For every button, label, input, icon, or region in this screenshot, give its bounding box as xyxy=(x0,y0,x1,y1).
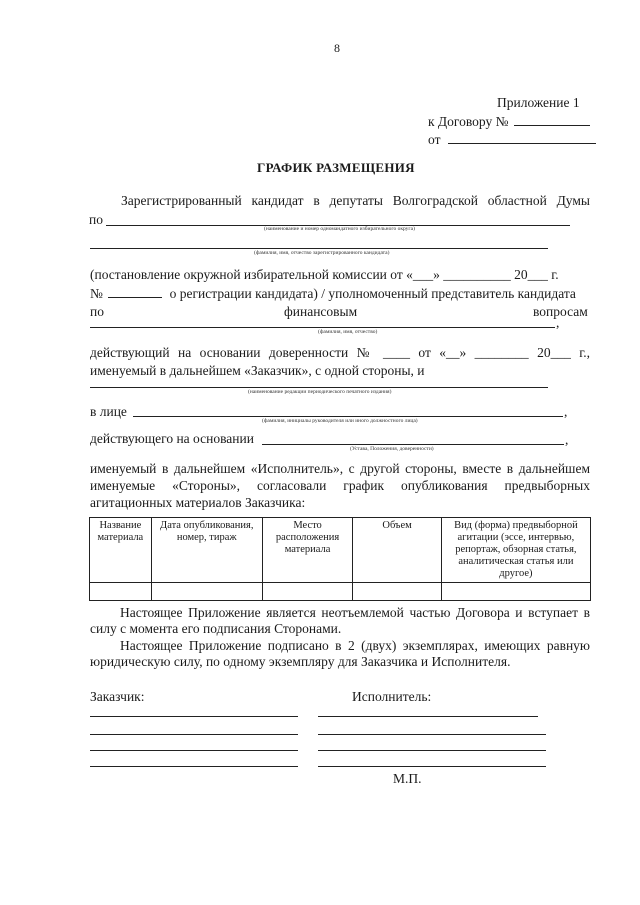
table-header-cell: Название материала xyxy=(90,518,152,583)
customer-sign-line[interactable] xyxy=(90,750,298,751)
table-cell[interactable] xyxy=(151,583,262,601)
customer-label: Заказчик: xyxy=(90,689,145,704)
contract-date-field[interactable] xyxy=(448,143,596,144)
table-header-cell: Место расположения материала xyxy=(262,518,353,583)
intro-line-1: Зарегистрированный кандидат в депутаты Волгоградской областной Думы xyxy=(121,193,590,208)
table-cell[interactable] xyxy=(353,583,441,601)
closing-p2-text: Настоящее Приложение подписано в 2 (двух) экземплярах, имеющих равную юридическую силу, по одному экземпляру для Заказчика и Исполнителя. xyxy=(90,638,590,669)
representative-fio-field[interactable] xyxy=(90,327,555,328)
table-cell[interactable] xyxy=(262,583,353,601)
executor-sign-line[interactable] xyxy=(318,716,538,717)
table-cell[interactable] xyxy=(441,583,590,601)
table-header-cell: Вид (форма) предвыборной агитации (эссе, интервью, репортаж, обзорная статья, аналитическая статья или другое) xyxy=(441,518,590,583)
head-name-comma: , xyxy=(564,404,568,419)
appendix-date-label: от xyxy=(428,132,441,147)
table-row xyxy=(90,583,591,601)
acting-basis-comma: , xyxy=(565,432,569,447)
caption-charter: (Устава, Положения, доверенности) xyxy=(350,446,434,452)
executor-paragraph: именуемый в дальнейшем «Исполнитель», с другой стороны, вместе в дальнейшем именуемые «Стороны», согласовали график опубликования предвыборных агитационных материалов Заказчика: xyxy=(90,461,590,510)
head-name-field[interactable] xyxy=(133,416,563,417)
closing-p1-text: Настоящее Приложение является неотъемлемой частью Договора и вступает в силу с момента его подписания Сторонами. xyxy=(90,605,590,636)
table-cell[interactable] xyxy=(90,583,152,601)
customer-sign-line[interactable] xyxy=(90,766,298,767)
appendix-contract-label: к Договору № xyxy=(428,114,509,129)
page-title: ГРАФИК РАЗМЕЩЕНИЯ xyxy=(257,160,415,175)
executor-sign-line[interactable] xyxy=(318,734,546,735)
publisher-field[interactable] xyxy=(90,387,548,388)
registration-number-label: № xyxy=(90,286,103,301)
executor-sign-line[interactable] xyxy=(318,750,546,751)
page-number: 8 xyxy=(334,41,340,55)
acting-basis-field[interactable] xyxy=(262,444,564,445)
registration-text: о регистрации кандидата) / уполномоченный представитель кандидата xyxy=(169,286,576,301)
table-header-cell: Дата опубликования, номер, тираж xyxy=(151,518,262,583)
appendix-date-line xyxy=(428,132,596,148)
acting-basis-label: действующего на основании xyxy=(90,431,254,446)
fin-financial-label: финансовым xyxy=(284,304,358,319)
appendix-contract-line xyxy=(428,114,590,130)
caption-head: (фамилия, инициалы руководителя или иного должностного лица) xyxy=(262,418,418,424)
power-of-attorney-line: действующий на основании доверенности № ____ от «__» ________ 20___ г., xyxy=(90,345,590,360)
executor-label: Исполнитель: xyxy=(352,689,432,704)
customer-sign-line[interactable] xyxy=(90,734,298,735)
customer-sign-line[interactable] xyxy=(90,716,298,717)
caption-district: (наименование и номер одномандатного избирательного округа) xyxy=(264,226,415,232)
table-header-row xyxy=(90,518,591,583)
intro-po-label: по xyxy=(89,212,103,227)
caption-fio2: (фамилия, имя, отчество) xyxy=(318,329,378,335)
stamp-label: М.П. xyxy=(393,771,422,786)
closing-paragraph-1 xyxy=(90,605,590,637)
registration-number-field[interactable] xyxy=(108,297,162,298)
candidate-fio-field[interactable] xyxy=(90,248,548,249)
resolution-line: (постановление окружной избирательной комиссии от «___» __________ 20___ г. xyxy=(90,267,559,282)
customer-line: именуемый в дальнейшем «Заказчик», с одной стороны, и xyxy=(90,363,425,378)
contract-number-field[interactable] xyxy=(514,125,590,126)
executor-sign-line[interactable] xyxy=(318,766,546,767)
appendix-title: Приложение 1 xyxy=(497,95,580,110)
representative-fio-comma: , xyxy=(556,315,560,330)
caption-fio: (фамилия, имя, отчество зарегистрированного кандидата) xyxy=(254,250,390,256)
fin-po-label: по xyxy=(90,304,104,319)
in-person-label: в лице xyxy=(90,404,127,419)
fin-questions-label: вопросам xyxy=(533,304,588,319)
caption-publisher: (наименование редакции периодического печатного издания) xyxy=(248,389,392,395)
closing-paragraph-2 xyxy=(90,638,590,670)
registration-line xyxy=(90,286,576,302)
table-header-cell: Объем xyxy=(353,518,441,583)
schedule-table xyxy=(89,517,591,601)
